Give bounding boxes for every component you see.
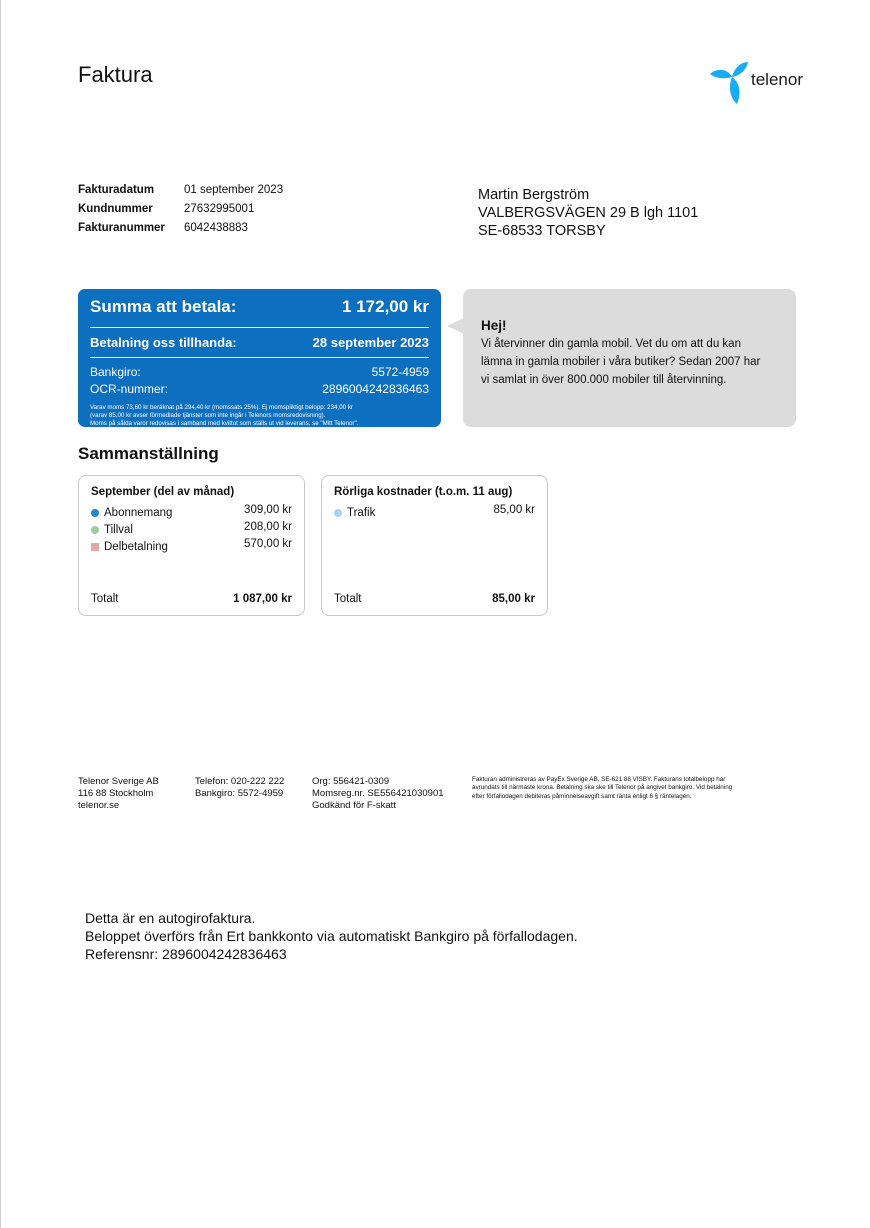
due-date: 28 september 2023 (312, 335, 429, 350)
item-amount: 208,00 kr (244, 521, 292, 533)
green-dot-icon (91, 526, 99, 534)
footer-line: Telefon: 020-222 222 (195, 776, 285, 787)
footer-company (78, 776, 159, 812)
message-heading: Hej! (481, 318, 507, 333)
card-total (334, 593, 535, 605)
meta-value: 27632995001 (184, 203, 255, 215)
message-line: lämna in gamla mobiler i våra butiker? Sedan 2007 har (481, 356, 761, 368)
footer-line: Momsreg.nr. SE556421030901 (312, 788, 444, 799)
due-row (90, 335, 429, 353)
list-item (334, 504, 535, 521)
vat-note-line: Moms på sålda varor redovisas i samband med kvittot som ställs ut vid leverans, se "Mitt Telenor". (90, 420, 359, 428)
item-label: Abonnemang (104, 506, 173, 519)
amount-row (90, 297, 429, 323)
brand-name: telenor (751, 70, 803, 89)
amount-value: 1 172,00 kr (342, 297, 429, 316)
telenor-logo (706, 60, 806, 106)
footer-terms (472, 776, 790, 801)
recipient-postal: SE-68533 TORSBY (478, 223, 606, 239)
page-title: Faktura (78, 62, 153, 87)
card-heading: September (del av månad) (91, 486, 235, 498)
light-blue-dot-icon (334, 509, 342, 517)
footer-line: telenor.se (78, 800, 120, 811)
autogiro-line: Detta är en autogirofaktura. (85, 910, 256, 926)
message-line: Vi återvinner din gamla mobil. Vet du om att du kan (481, 338, 741, 350)
meta-label: Kundnummer (78, 203, 153, 215)
payment-box (78, 289, 441, 427)
divider (90, 357, 429, 358)
footer-line: Bankgiro: 5572-4959 (195, 788, 284, 799)
message-bubble (463, 289, 796, 427)
list-item (91, 504, 292, 521)
summary-card-fixed (78, 475, 305, 616)
card-total (91, 593, 292, 605)
telenor-propeller-icon (706, 60, 750, 106)
footer-terms-line: efter förfallodagen debiteras påminnelseavgift samt ränta enligt 6 § räntelagen. (472, 792, 692, 800)
item-amount: 570,00 kr (244, 538, 292, 550)
footer-contact (195, 776, 284, 800)
ocr-label: OCR-nummer: (90, 382, 169, 396)
card-heading: Rörliga kostnader (t.o.m. 11 aug) (334, 486, 513, 498)
autogiro-notice (85, 909, 578, 963)
ocr-row (90, 382, 429, 399)
meta-label: Fakturanummer (78, 222, 165, 234)
footer-terms-line: avrundats till närmaste krona. Betalning ska ske till Telenor på angivet bankgiro. Vid betalning (472, 784, 733, 792)
summary-title: Sammanställning (78, 444, 219, 463)
footer-line: Org: 556421-0309 (312, 776, 390, 787)
page-edge (0, 0, 1, 1228)
summary-card-variable (321, 475, 548, 616)
list-item (91, 538, 292, 555)
due-label: Betalning oss tillhanda: (90, 335, 237, 350)
autogiro-line: Beloppet överförs från Ert bankkonto via automatiskt Bankgiro på förfallodagen. (85, 928, 578, 944)
pink-square-icon (91, 543, 99, 551)
ocr-value: 2896004242836463 (322, 382, 429, 396)
recipient-street: VALBERGSVÄGEN 29 B lgh 1101 (478, 205, 699, 221)
footer-line: 116 88 Stockholm (78, 788, 154, 799)
footer-line: Telenor Sverige AB (78, 776, 159, 787)
recipient-address (478, 186, 698, 240)
amount-label: Summa att betala: (90, 297, 237, 316)
item-label: Trafik (347, 506, 376, 519)
bankgiro-value: 5572-4959 (371, 365, 429, 379)
meta-value: 01 september 2023 (184, 184, 284, 196)
bankgiro-row (90, 365, 429, 382)
message-line: vi samlat in över 800.000 mobiler till återvinning. (481, 374, 727, 386)
footer-terms-line: Fakturan administreras av PayEx Sverige AB, SE-621 88 VISBY. Fakturans totalbelopp har (472, 776, 726, 783)
total-label: Totalt (91, 593, 119, 605)
footer-registration (312, 776, 444, 812)
speech-bubble-tail (447, 318, 464, 334)
vat-note (90, 404, 429, 429)
item-label: Tillval (104, 523, 133, 536)
bankgiro-label: Bankgiro: (90, 365, 141, 379)
vat-note-line: Varav moms 73,60 kr beräknat på 294,40 kr (momssats 25%). Ej momspliktigt belopp: 234,00 kr (90, 404, 353, 411)
meta-value: 6042438883 (184, 222, 248, 234)
footer-line: Godkänd för F-skatt (312, 800, 396, 811)
recipient-name: Martin Bergström (478, 187, 590, 203)
item-amount: 85,00 kr (493, 504, 535, 516)
blue-dot-icon (91, 509, 99, 517)
total-amount: 1 087,00 kr (233, 593, 292, 605)
vat-note-line: (varav 85,00 kr avser förmedlade tjänster som inte ingår i Telenors momsredovisning). (90, 412, 326, 420)
item-label: Delbetalning (104, 540, 168, 553)
meta-label: Fakturadatum (78, 184, 155, 196)
list-item (91, 521, 292, 538)
total-label: Totalt (334, 593, 362, 605)
total-amount: 85,00 kr (492, 593, 535, 605)
autogiro-line: Referensnr: 2896004242836463 (85, 946, 287, 962)
item-amount: 309,00 kr (244, 504, 292, 516)
divider (90, 327, 429, 328)
